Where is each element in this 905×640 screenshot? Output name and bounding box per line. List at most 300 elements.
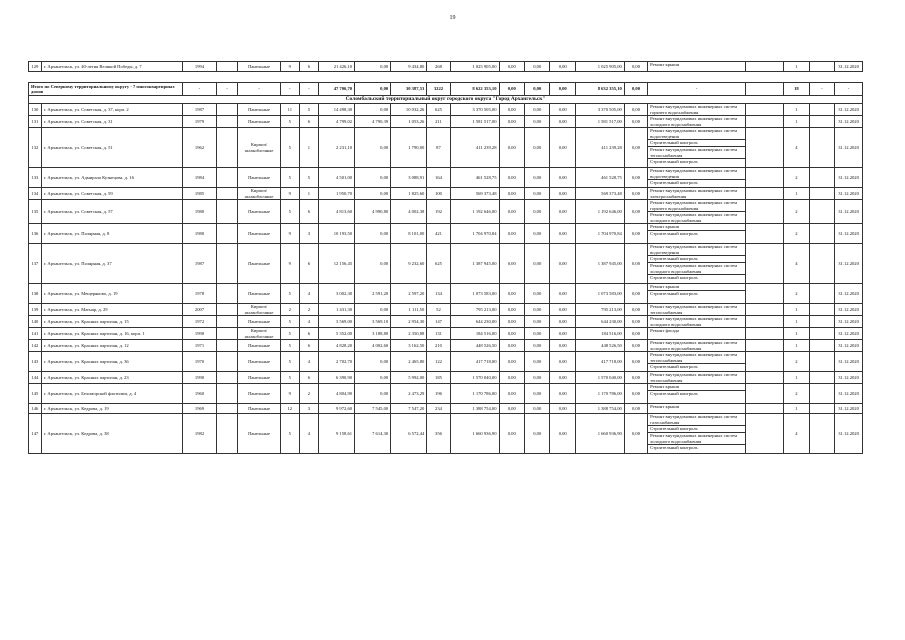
empty-cell — [809, 188, 834, 200]
empty-cell — [217, 62, 238, 72]
work-item: Строительный контроль — [648, 140, 745, 147]
cost-total-cell: 1 025 905,00 — [450, 62, 499, 72]
year-cell: 1970 — [183, 352, 217, 372]
works-cell — [648, 384, 746, 404]
budget-municipal-cell: 0,00 — [550, 104, 575, 116]
works-cell — [648, 284, 746, 304]
fund-cell: 0,00 — [499, 284, 524, 304]
empty-cell — [745, 168, 783, 188]
other-cell: 0,00 — [624, 188, 647, 200]
empty-cell — [217, 414, 238, 454]
floors-cell: 5 — [280, 328, 299, 340]
wall-material-cell: Панельные — [238, 200, 280, 224]
budget-municipal-cell: 0,00 — [550, 372, 575, 384]
row-number: 130 — [29, 104, 42, 116]
area-total-cell: 47 706,70 — [318, 83, 354, 96]
entrances-cell: 6 — [299, 62, 318, 72]
area-total-cell: 4 813,60 — [318, 200, 354, 224]
area-res-cell: 5 992,00 — [391, 372, 427, 384]
residents-cell: 52 — [427, 304, 450, 316]
wall-material-cell: Панельные — [238, 372, 280, 384]
area-nonres-cell: 0,00 — [355, 128, 391, 168]
area-res-cell: 9 434,80 — [391, 62, 427, 72]
empty-cell — [745, 284, 783, 304]
area-total-cell: 4 804,90 — [318, 384, 354, 404]
date-cell: 31.12.2020 — [835, 316, 863, 328]
year-cell: 2007 — [183, 304, 217, 316]
area-res-cell: 2 465,80 — [391, 352, 427, 372]
year-cell: 1978 — [183, 284, 217, 304]
floors-cell: 5 — [280, 340, 299, 352]
empty-cell — [745, 304, 783, 316]
date-cell: 31.12.2020 — [835, 200, 863, 224]
budget-municipal-cell: 0,00 — [550, 116, 575, 128]
date-cell: 31.12.2020 — [835, 244, 863, 284]
area-res-cell: 1 790,00 — [391, 128, 427, 168]
address-cell: г. Архангельск, ул. Магнар, д. 29 — [41, 304, 182, 316]
area-nonres-cell: 0,00 — [355, 83, 391, 96]
area-total-cell: 10 193,50 — [318, 224, 354, 244]
floors-cell: 9 — [280, 384, 299, 404]
owners-cell: 1 388 754,00 — [575, 404, 624, 414]
residents-cell: 625 — [427, 244, 450, 284]
floors-cell: 9 — [280, 188, 299, 200]
floors-cell: 11 — [280, 104, 299, 116]
table-row — [29, 384, 863, 404]
empty-cell — [217, 404, 238, 414]
date-cell: 31.12.2020 — [835, 224, 863, 244]
residents-cell: 134 — [427, 284, 450, 304]
area-res-cell: 8 101,00 — [391, 224, 427, 244]
work-item: Ремонт внутридомовых инженерных систем холодного водоснабжения — [648, 263, 745, 275]
residents-cell: 234 — [427, 404, 450, 414]
empty-cell — [217, 200, 238, 224]
works-cell — [648, 372, 746, 384]
empty-cell — [809, 304, 834, 316]
works-cell — [648, 200, 746, 224]
entrances-cell: 5 — [299, 104, 318, 116]
empty-cell — [745, 83, 783, 96]
other-cell: 0,00 — [624, 284, 647, 304]
cost-total-cell: 411 239,28 — [450, 128, 499, 168]
year-cell: 1982 — [183, 414, 217, 454]
empty-cell — [809, 116, 834, 128]
other-cell: 0,00 — [624, 224, 647, 244]
empty-cell — [745, 200, 783, 224]
residents-cell: 211 — [427, 116, 450, 128]
subtotal-row — [29, 83, 863, 96]
cost-total-cell: 461 528,75 — [450, 168, 499, 188]
empty-cell — [745, 384, 783, 404]
empty-cell — [809, 352, 834, 372]
fund-cell: 0,00 — [499, 404, 524, 414]
wall-material-cell: Панельные — [238, 116, 280, 128]
area-total-cell: 4 799,02 — [318, 116, 354, 128]
dash-cell: - — [238, 83, 280, 96]
entrances-cell: 2 — [299, 304, 318, 316]
cost-total-cell: 1 388 754,00 — [450, 404, 499, 414]
budget-municipal-cell: 0,00 — [550, 352, 575, 372]
year-cell: 1980 — [183, 224, 217, 244]
budget-region-cell: 0,00 — [524, 83, 549, 96]
area-res-cell: 9 232,60 — [391, 244, 427, 284]
area-res-cell: 3 162,50 — [391, 340, 427, 352]
qty-cell: 1 — [784, 304, 809, 316]
empty-cell — [745, 328, 783, 340]
work-item: Ремонт крыши — [648, 284, 745, 291]
entrances-cell: 6 — [299, 116, 318, 128]
table-row — [29, 404, 863, 414]
work-item: Ремонт внутридомовых инженерных систем водоотведения — [648, 168, 745, 180]
row-number: 134 — [29, 188, 42, 200]
qty-cell: 1 — [784, 104, 809, 116]
row-number: 138 — [29, 284, 42, 304]
table-row — [29, 340, 863, 352]
works-cell — [648, 404, 746, 414]
wall-material-cell: Кирпич/ шлакоблочные — [238, 128, 280, 168]
area-total-cell: 3 569,00 — [318, 316, 354, 328]
fund-cell: 0,00 — [499, 384, 524, 404]
address-cell: г. Архангельск, ул. Беломорской флотилии, д. 4 — [41, 384, 182, 404]
year-cell: 1971 — [183, 340, 217, 352]
owners-cell: 1 170 786,00 — [575, 384, 624, 404]
address-cell: г. Архангельск, ул. Красных партизан, д. 36 — [41, 352, 182, 372]
budget-region-cell: 0,00 — [524, 404, 549, 414]
empty-cell — [217, 304, 238, 316]
area-nonres-cell: 0,00 — [355, 244, 391, 284]
spacer-row — [29, 72, 863, 83]
owners-cell: 1 581 517,00 — [575, 116, 624, 128]
address-cell: г. Архангельск, ул. Советская, д. 31 — [41, 116, 182, 128]
floors-cell: 12 — [280, 404, 299, 414]
area-res-cell: 10 032,26 — [391, 104, 427, 116]
empty-cell — [217, 352, 238, 372]
work-item: Ремонт крыши — [648, 384, 745, 391]
fund-cell: 0,00 — [499, 372, 524, 384]
year-cell: 1980 — [183, 200, 217, 224]
works-cell — [648, 244, 746, 284]
work-item: Ремонт внутридомовых инженерных систем электроснабжения — [650, 188, 738, 199]
row-number: 132 — [29, 128, 42, 168]
year-cell: 1979 — [183, 116, 217, 128]
entrances-cell: 2 — [299, 384, 318, 404]
address-cell: г. Архангельск, ул. Советская, д. 51 — [41, 128, 182, 168]
date-cell: 31.12.2020 — [835, 340, 863, 352]
wall-material-cell: Кирпич/ шлакоблочные — [238, 328, 280, 340]
cost-total-cell: 644 230,00 — [450, 316, 499, 328]
qty-cell: 2 — [784, 168, 809, 188]
owners-cell: 1 570 040,00 — [575, 372, 624, 384]
owners-cell: 1 192 646,00 — [575, 200, 624, 224]
table-row — [29, 104, 863, 116]
qty-cell: 4 — [784, 244, 809, 284]
table-row — [29, 188, 863, 200]
other-cell: 0,00 — [624, 304, 647, 316]
fund-cell: 0,00 — [499, 224, 524, 244]
empty-cell — [745, 116, 783, 128]
empty-cell — [809, 128, 834, 168]
empty-cell — [809, 244, 834, 284]
address-cell: г. Архангельск, ул. 40-летия Великой Победы, д. 7 — [41, 62, 182, 72]
year-cell: 1972 — [183, 316, 217, 328]
other-cell: 0,00 — [624, 328, 647, 340]
row-number: 143 — [29, 352, 42, 372]
cost-total-cell: 1 660 936,90 — [450, 414, 499, 454]
entrances-cell: 6 — [299, 244, 318, 284]
residents-cell: 185 — [427, 372, 450, 384]
row-number: 141 — [29, 328, 42, 340]
area-nonres-cell: 0,00 — [355, 304, 391, 316]
budget-municipal-cell: 0,00 — [550, 340, 575, 352]
empty-cell — [217, 128, 238, 168]
floors-cell: 9 — [280, 244, 299, 284]
works-cell — [648, 128, 746, 168]
table-row — [29, 62, 863, 72]
work-item: Строительный контроль — [650, 364, 698, 369]
empty-cell — [809, 340, 834, 352]
date-cell: 31.12.2020 — [835, 328, 863, 340]
owners-cell: 3 370 505,00 — [575, 104, 624, 116]
area-total-cell: 9 972,60 — [318, 404, 354, 414]
area-total-cell: 2 702,70 — [318, 352, 354, 372]
other-cell: 0,00 — [624, 384, 647, 404]
work-item: Ремонт крыши — [650, 62, 680, 67]
residents-cell: 100 — [427, 188, 450, 200]
date-cell: 31.12.2020 — [835, 128, 863, 168]
year-cell: 1990 — [183, 372, 217, 384]
works-cell — [648, 224, 746, 244]
address-cell: г. Архангельск, ул. Полярная, д. 8 — [41, 224, 182, 244]
fund-cell: 0,00 — [499, 128, 524, 168]
budget-region-cell: 0,00 — [524, 316, 549, 328]
other-cell: 0,00 — [624, 62, 647, 72]
date-cell: 31.12.2020 — [835, 352, 863, 372]
other-cell: 0,00 — [624, 168, 647, 188]
fund-cell: 0,00 — [499, 328, 524, 340]
year-cell: 1969 — [183, 404, 217, 414]
cost-total-cell: 1 192 646,00 — [450, 200, 499, 224]
wall-material-cell: Панельные — [238, 384, 280, 404]
area-nonres-cell: 0,00 — [355, 224, 391, 244]
table-row — [29, 284, 863, 304]
area-res-cell: 1 825,60 — [391, 188, 427, 200]
row-number: 129 — [29, 62, 42, 72]
empty-cell — [809, 104, 834, 116]
wall-material-cell: Панельные — [238, 414, 280, 454]
address-cell: г. Архангельск, ул. Красных партизан, д. 16, корп. 1 — [41, 328, 182, 340]
date-cell: 31.12.2020 — [835, 62, 863, 72]
address-cell: г. Архангельск, ул. Мещеряково, д. 19 — [41, 284, 182, 304]
area-nonres-cell: 0,00 — [355, 384, 391, 404]
empty-cell — [745, 352, 783, 372]
section-title: Соломбальский территориальный округ городского округа "Город Архангельск" — [29, 96, 863, 104]
year-cell: 1990 — [183, 328, 217, 340]
fund-cell: 0,00 — [499, 104, 524, 116]
other-cell: 0,00 — [624, 316, 647, 328]
fund-cell: 0,00 — [499, 352, 524, 372]
work-item: Ремонт внутридомовых инженерных систем газоснабжения — [648, 414, 745, 426]
row-number: 144 — [29, 372, 42, 384]
address-cell: г. Архангельск, ул. Красных партизан, д. 15 — [41, 316, 182, 328]
empty-cell — [745, 340, 783, 352]
qty-cell: 4 — [784, 128, 809, 168]
qty-cell: 2 — [784, 224, 809, 244]
qty-cell: 1 — [784, 316, 809, 328]
area-nonres-cell: 7 545,00 — [355, 404, 391, 414]
empty-cell — [809, 284, 834, 304]
wall-material-cell: Панельные — [238, 168, 280, 188]
budget-region-cell: 0,00 — [524, 284, 549, 304]
empty-cell — [809, 414, 834, 454]
budget-region-cell: 0,00 — [524, 352, 549, 372]
area-nonres-cell: 0,00 — [355, 168, 391, 188]
wall-material-cell: Кирпич/ шлакоблочные — [238, 188, 280, 200]
other-cell: 0,00 — [624, 352, 647, 372]
floors-cell: 5 — [280, 116, 299, 128]
residents-cell: 3222 — [427, 83, 450, 96]
empty-cell — [745, 128, 783, 168]
empty-cell — [217, 168, 238, 188]
area-total-cell: 4 828,20 — [318, 340, 354, 352]
entrances-cell: 3 — [299, 404, 318, 414]
entrances-cell: 1 — [299, 128, 318, 168]
table-row — [29, 414, 863, 454]
work-item: Ремонт внутридомовых инженерных систем холодного водоснабжения — [648, 433, 745, 445]
floors-cell: 5 — [280, 168, 299, 188]
date-cell: 31.12.2020 — [835, 188, 863, 200]
works-cell — [648, 340, 746, 352]
fund-cell: 0,00 — [499, 83, 524, 96]
work-item: Ремонт внутридомовых инженерных систем холодного водоснабжения — [650, 116, 738, 127]
date-cell: 31.12.2020 — [835, 414, 863, 454]
budget-municipal-cell: 0,00 — [550, 414, 575, 454]
floors-cell: 5 — [280, 200, 299, 224]
area-total-cell: 1 431,30 — [318, 304, 354, 316]
year-cell: 1987 — [183, 104, 217, 116]
empty-cell — [745, 104, 783, 116]
area-nonres-cell: 3 569,10 — [355, 316, 391, 328]
empty-cell — [809, 62, 834, 72]
fund-cell: 0,00 — [499, 200, 524, 224]
works-cell — [648, 414, 746, 454]
table-row — [29, 128, 863, 168]
area-res-cell: 3 088,91 — [391, 168, 427, 188]
work-item: Ремонт внутридомовых инженерных систем водоотведения — [648, 128, 745, 140]
entrances-cell: 6 — [299, 328, 318, 340]
entrances-cell: 6 — [299, 200, 318, 224]
entrances-cell: 1 — [299, 188, 318, 200]
work-item: Ремонт внутридомовых инженерных систем горячего водоснабжения — [650, 104, 738, 115]
budget-region-cell: 0,00 — [524, 188, 549, 200]
section-header-row — [29, 96, 863, 104]
floors-cell: 5 — [280, 128, 299, 168]
area-res-cell: 7 547,20 — [391, 404, 427, 414]
dash-cell: - — [835, 83, 863, 96]
residents-cell: 421 — [427, 224, 450, 244]
table-row — [29, 316, 863, 328]
residents-cell: 87 — [427, 128, 450, 168]
floors-cell: 5 — [280, 352, 299, 372]
owners-cell: 569 373,48 — [575, 188, 624, 200]
address-cell: г. Архангельск, ул. Кедрова, д. 19 — [41, 404, 182, 414]
wall-material-cell: Панельные — [238, 104, 280, 116]
wall-material-cell: Панельные — [238, 352, 280, 372]
capital-repair-table — [28, 61, 863, 454]
budget-municipal-cell: 0,00 — [550, 328, 575, 340]
row-number: 136 — [29, 224, 42, 244]
qty-cell: 2 — [784, 384, 809, 404]
cost-total-cell: 417 718,00 — [450, 352, 499, 372]
owners-cell: 448 526,50 — [575, 340, 624, 352]
date-cell: 31.12.2020 — [835, 404, 863, 414]
floors-cell: 5 — [280, 414, 299, 454]
dash-cell: - — [217, 83, 238, 96]
fund-cell: 0,00 — [499, 62, 524, 72]
budget-municipal-cell: 0,00 — [550, 188, 575, 200]
cost-total-cell: 1 704 970,84 — [450, 224, 499, 244]
table-row — [29, 168, 863, 188]
work-item: Ремонт внутридомовых инженерных систем водоотведения — [648, 244, 745, 256]
area-nonres-cell: 4 002,60 — [355, 340, 391, 352]
residents-cell: 192 — [427, 200, 450, 224]
budget-region-cell: 0,00 — [524, 62, 549, 72]
work-item: Ремонт крыши — [648, 224, 745, 231]
work-item: Ремонт фасада — [650, 328, 680, 333]
empty-cell — [809, 328, 834, 340]
work-item: Ремонт внутридомовых инженерных систем холодного водоснабжения — [650, 340, 738, 351]
row-number: 131 — [29, 116, 42, 128]
qty-cell: 2 — [784, 284, 809, 304]
row-number: 133 — [29, 168, 42, 188]
other-cell: 0,00 — [624, 372, 647, 384]
table-row — [29, 116, 863, 128]
budget-region-cell: 0,00 — [524, 372, 549, 384]
empty-cell — [809, 224, 834, 244]
entrances-cell: 6 — [299, 372, 318, 384]
owners-cell: 1 025 905,00 — [575, 62, 624, 72]
owners-cell: 461 528,75 — [575, 168, 624, 188]
row-number: 137 — [29, 244, 42, 284]
wall-material-cell: Панельные — [238, 244, 280, 284]
budget-municipal-cell: 0,00 — [550, 224, 575, 244]
empty-cell — [217, 316, 238, 328]
entrances-cell: 4 — [299, 284, 318, 304]
works-cell — [648, 352, 746, 372]
qty-cell: 1 — [784, 328, 809, 340]
area-nonres-cell: 3 188,80 — [355, 328, 391, 340]
budget-region-cell: 0,00 — [524, 304, 549, 316]
row-number: 145 — [29, 384, 42, 404]
fund-cell: 0,00 — [499, 304, 524, 316]
budget-municipal-cell: 0,00 — [550, 404, 575, 414]
entrances-cell: 4 — [299, 316, 318, 328]
wall-material-cell: Панельные — [238, 224, 280, 244]
residents-cell: 131 — [427, 328, 450, 340]
qty-cell: 4 — [784, 414, 809, 454]
empty-cell — [217, 224, 238, 244]
other-cell: 0,00 — [624, 104, 647, 116]
empty-cell — [809, 372, 834, 384]
cost-total-cell: 448 526,50 — [450, 340, 499, 352]
empty-cell — [217, 188, 238, 200]
date-cell: 31.12.2020 — [835, 104, 863, 116]
address-cell: г. Архангельск, ул. Кедрова, д. 38 — [41, 414, 182, 454]
row-number: 140 — [29, 316, 42, 328]
year-cell: 1987 — [183, 244, 217, 284]
work-item: Строительный контроль — [648, 426, 745, 433]
work-item: Строительный контроль — [650, 445, 698, 450]
residents-cell: 210 — [427, 340, 450, 352]
